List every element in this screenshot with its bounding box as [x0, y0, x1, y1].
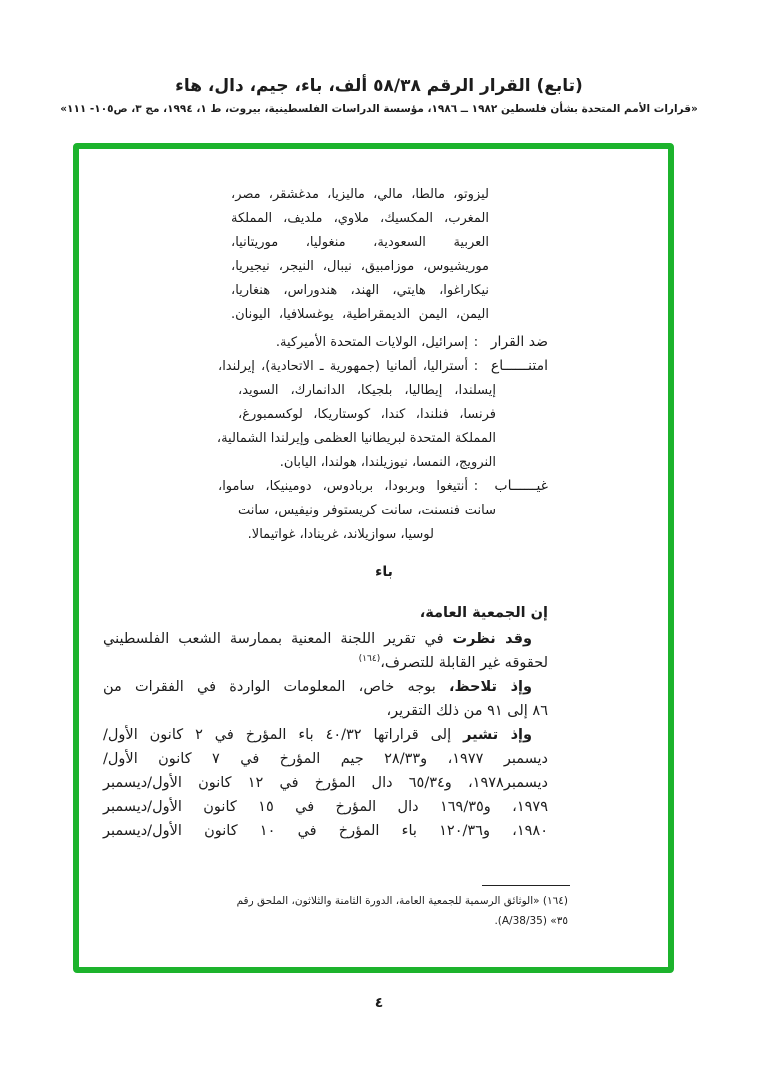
- section-heading-ba: باء: [375, 564, 393, 580]
- colon: :: [473, 335, 479, 350]
- preamble-paragraph-recalling: [103, 723, 548, 843]
- vote-abstain-countries-rest: [216, 379, 496, 475]
- country-list-line: نيكاراغوا، هايتي، الهند، هندوراس، هنغاريا،: [231, 283, 489, 298]
- country-list-line: المملكة المتحدة لبريطانيا العظمى وإيرلندا الشمالية،: [216, 431, 496, 446]
- assembly-opening-line: إن الجمعية العامة،: [419, 605, 548, 621]
- colon: :: [473, 359, 479, 374]
- source-citation: «قرارات الأمم المتحدة بشأن فلسطين ١٩٨٢ ــ ١٩٨٦، مؤسسة الدراسات الفلسطينية، بيروت، ط ١، ١٩٩٤، مج ٣، ص١٠٥- ١١١»: [60, 103, 698, 115]
- paragraph-text: في تقرير اللجنة المعنية بممارسة الشعب الفلسطيني: [103, 631, 444, 647]
- preamble-opening: [103, 601, 548, 625]
- vote-abstain-label: امتنــــــاع: [490, 358, 548, 374]
- document-title: (تابع) القرار الرقم ٥٨/٣٨ ألف، باء، جيم، دال، هاء: [175, 76, 583, 96]
- country-list-line: المغرب، المكسيك، ملاوي، ملديف، المملكة: [231, 211, 489, 226]
- country-list-line: اليمن، اليمن الديمقراطية، يوغسلافيا، اليونان.: [231, 307, 489, 322]
- footnote: [238, 891, 568, 931]
- country-list-line: النرويج، النمسا، نيوزيلندا، هولندا، اليابان.: [279, 455, 496, 470]
- country-list-line: لوسيا، سوازيلاند، غرينادا، غواتيمالا.: [247, 527, 434, 542]
- paragraph-text-line: ١٩٧٩، و١٦٩/٣٥ دال المؤرخ في ١٥ كانون الأول/ديسمبر: [103, 799, 548, 815]
- country-list-line: العربية السعودية، منغوليا، موريتانيا،: [231, 235, 489, 250]
- vote-against-label: ضد القرار: [490, 334, 548, 350]
- footnote-separator-rule: [482, 885, 570, 886]
- vote-against-block: [218, 330, 548, 355]
- country-list-line: سانت فنسنت، سانت كريستوفر ونيفيس، سانت: [238, 503, 496, 518]
- paragraph-lead: وإذ تشير: [463, 727, 532, 743]
- vote-absent-countries-rest: [238, 499, 496, 547]
- paragraph-lead: وقد نظرت: [452, 631, 532, 647]
- country-list-line: موريشيوس، موزامبيق، نيبال، النيجر، نيجيريا،: [231, 259, 489, 274]
- paragraph-text-line: ٨٦ إلى ٩١ من ذلك التقرير،: [386, 703, 548, 719]
- paragraph-text-line: ديسمبر ١٩٧٧، و٢٨/٣٣ جيم المؤرخ في ٧ كانون الأول/: [103, 751, 549, 767]
- footnote-reference: (١٦٤): [358, 654, 381, 665]
- page-number: ٤: [374, 995, 384, 1011]
- preamble-paragraph-considered: [103, 627, 548, 675]
- vote-against-countries: إسرائيل، الولايات المتحدة الأميركية.: [275, 335, 468, 350]
- paragraph-text-line: ١٩٨٠، و١٢٠/٣٦ باء المؤرخ في ١٠ كانون الأول/ديسمبر: [103, 823, 548, 839]
- footnote-line: (١٦٤) «الوثائق الرسمية للجمعية العامة، الدورة الثامنة والثلاثون، الملحق رقم: [236, 895, 568, 907]
- paragraph-text: لحقوقه غير القابلة للتصرف،: [380, 655, 548, 671]
- vote-absent-countries-first: أنتيغوا وبربودا، بربادوس، دومينيكا، ساموا،: [218, 479, 468, 494]
- preamble-paragraph-noting: [103, 675, 548, 723]
- paragraph-text: إلى قراراتها ٤٠/٣٢ باء المؤرخ في ٢ كانون الأول/: [103, 727, 452, 743]
- paragraph-lead: وإذ تلاحظ،: [448, 679, 532, 695]
- vote-abstain-block: [218, 354, 548, 475]
- paragraph-text: بوجه خاص، المعلومات الواردة في الفقرات من: [103, 679, 436, 695]
- paragraph-text-line: ديسمبر١٩٧٨، و٦٥/٣٤ دال المؤرخ في ١٢ كانون الأول/ديسمبر: [103, 775, 548, 791]
- country-list-line: فرنسا، فنلندا، كندا، كوستاريكا، لوكسمبورغ،: [238, 407, 496, 422]
- colon: :: [473, 479, 479, 494]
- country-list-line: ليزوتو، مالطا، مالي، ماليزيا، مدغشقر، مصر،: [231, 187, 489, 202]
- vote-absent-label: غيــــــاب: [494, 478, 548, 494]
- highlight-frame: [73, 143, 674, 973]
- in-favor-country-list: [231, 183, 489, 327]
- country-list-line: إيسلندا، إيطاليا، بلجيكا، الدانمارك، السويد،: [238, 383, 496, 398]
- vote-abstain-countries-first: أستراليا، ألمانيا (جمهورية ـ الاتحادية)، إيرلندا،: [218, 359, 468, 374]
- vote-absent-block: [218, 474, 548, 547]
- footnote-line: ٣٥» (A/38/35).: [494, 915, 568, 927]
